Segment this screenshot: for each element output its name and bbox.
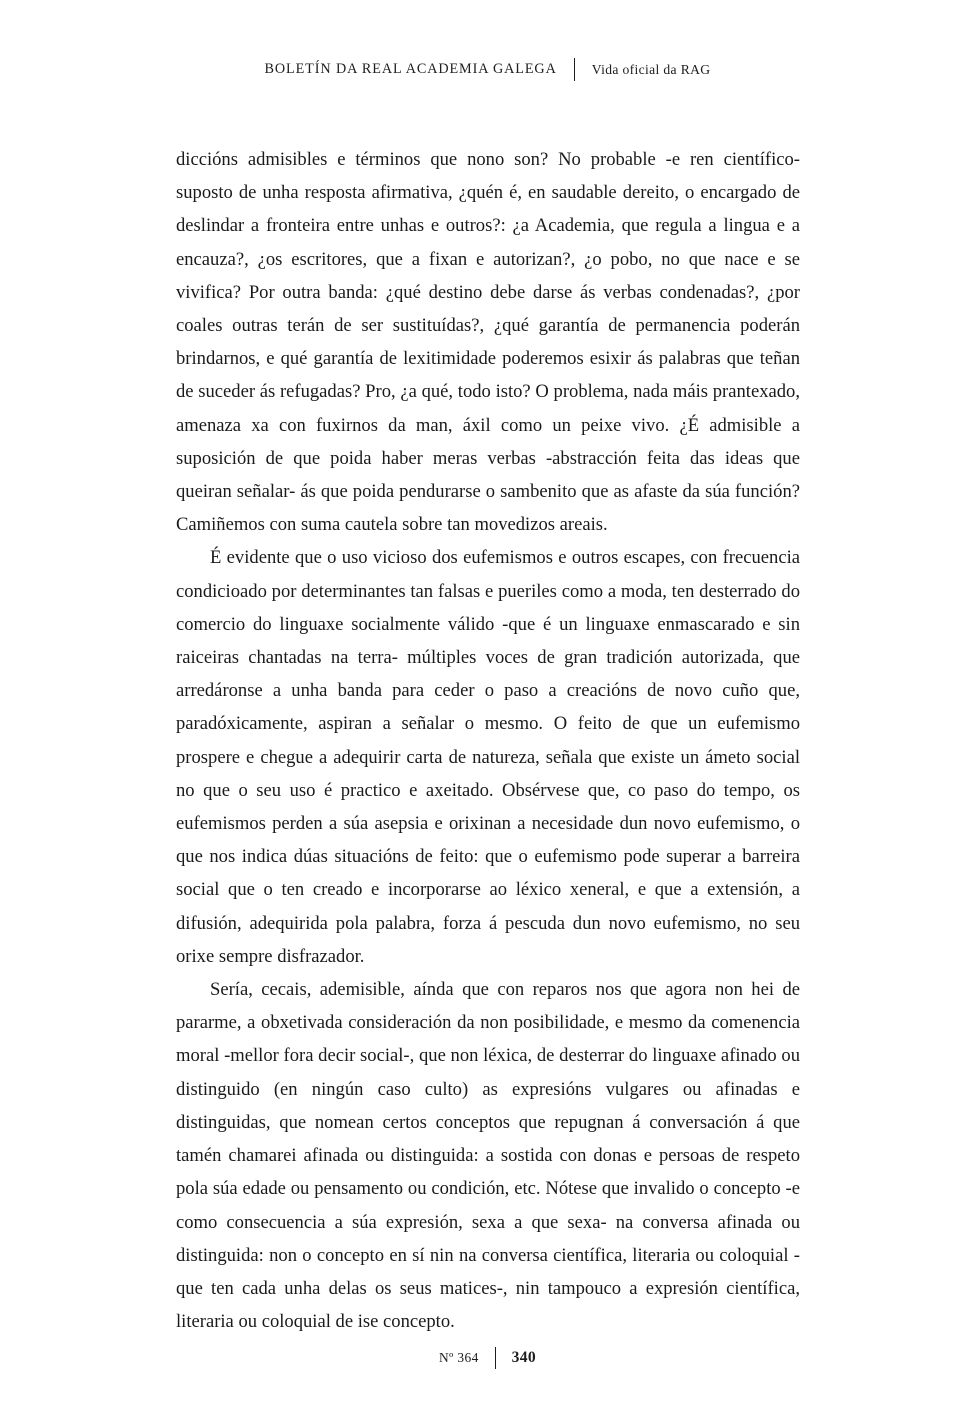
paragraph: Sería, cecais, ademisible, aínda que con reparos nos que agora non hei de pararme, a obxetivada consideración da non posibilidade, e mesmo da comenencia moral -mellor fora decir social-, que non léxica, de desterrar do linguaxe afinado ou distinguido (en ningún caso culto) as expresións vulgares ou afinadas e distinguidas, que nomean certos conceptos que repugnan á conversación á que tamén chamarei afinada ou distinguida: a sostida con donas e persoas de respeto pola súa edade ou pensamento ou condición, etc. Nótese que invalido o concepto -e como consecuencia a súa expresión, sexa a que sexa- na conversa afinada ou distinguida: non o concepto en sí nin na conversa científica, literaria ou coloquial -que ten cada unha delas os seus matices-, nin tampouco a expresión científica, literaria ou coloquial de ise concepto.: [176, 979, 800, 1333]
running-head: [0, 58, 975, 81]
body-text: [176, 143, 800, 1338]
page-number: 340: [511, 1349, 536, 1366]
running-head-section: Vida oficial da RAG: [591, 61, 711, 77]
paragraph: diccións admisibles e términos que nono son? No probable -e ren científico- suposto de unha resposta afirmativa, ¿quén é, en saudable dereito, o encargado de deslindar a fronteira entre unhas e outros?: ¿a Academia, que regula a lingua e a encauza?, ¿os escritores, que a fixan e autorizan?, ¿o pobo, no que nace e se vivifica? Por outra banda: ¿qué destino debe darse ás verbas condenadas?, ¿por coales outras terán de ser sustituídas?, ¿qué garantía de permanencia poderán brindarnos, e qué garantía de lexitimidade poderemos esixir ás palabras que teñan de suceder ás refugadas? Pro, ¿a qué, todo isto? O problema, nada máis prantexado, amenaza xa con fuxirnos da man, áxil como un peixe vivo. ¿É admisible a suposición de que poida haber meras verbas -abstracción feita das ideas que queiran señalar- ás que poida pendurarse o sambenito que as afaste da súa función? Camiñemos con suma cautela sobre tan movedizos areais.: [176, 149, 800, 536]
issue-number: Nº 364: [439, 1350, 479, 1365]
page-footer: [0, 1347, 975, 1369]
running-head-publication: BOLETÍN DA REAL ACADEMIA GALEGA: [264, 61, 557, 77]
paragraph: É evidente que o uso vicioso dos eufemismos e outros escapes, con frecuencia condicioado por determinantes tan falsas e pueriles como a moda, ten desterrado do comercio do linguaxe socialmente válido -que é un linguaxe enmascarado e sin raiceiras chantadas na terra- múltiples voces de gran tradición autorizada, que arredáronse a unha banda para ceder o paso a creacións de novo cuño que, paradóxicamente, aspiran a señalar o mesmo. O feito de que un eufemismo prospere e chegue a adequirir carta de natureza, señala que existe un ámeto social no que o seu uso é practico e axeitado. Obsérvese que, co paso do tempo, os eufemismos perden a súa asepsia e orixinan a necesidade dun novo eufemismo, o que nos indica dúas situacións de feito: que o eufemismo pode superar a barreira social que o ten creado e incorporarse ao léxico xeneral, e que a extensión, a difusión, adequirida pola palabra, forza á pescuda dun novo eufemismo, no seu orixe sempre disfrazador.: [176, 547, 800, 967]
